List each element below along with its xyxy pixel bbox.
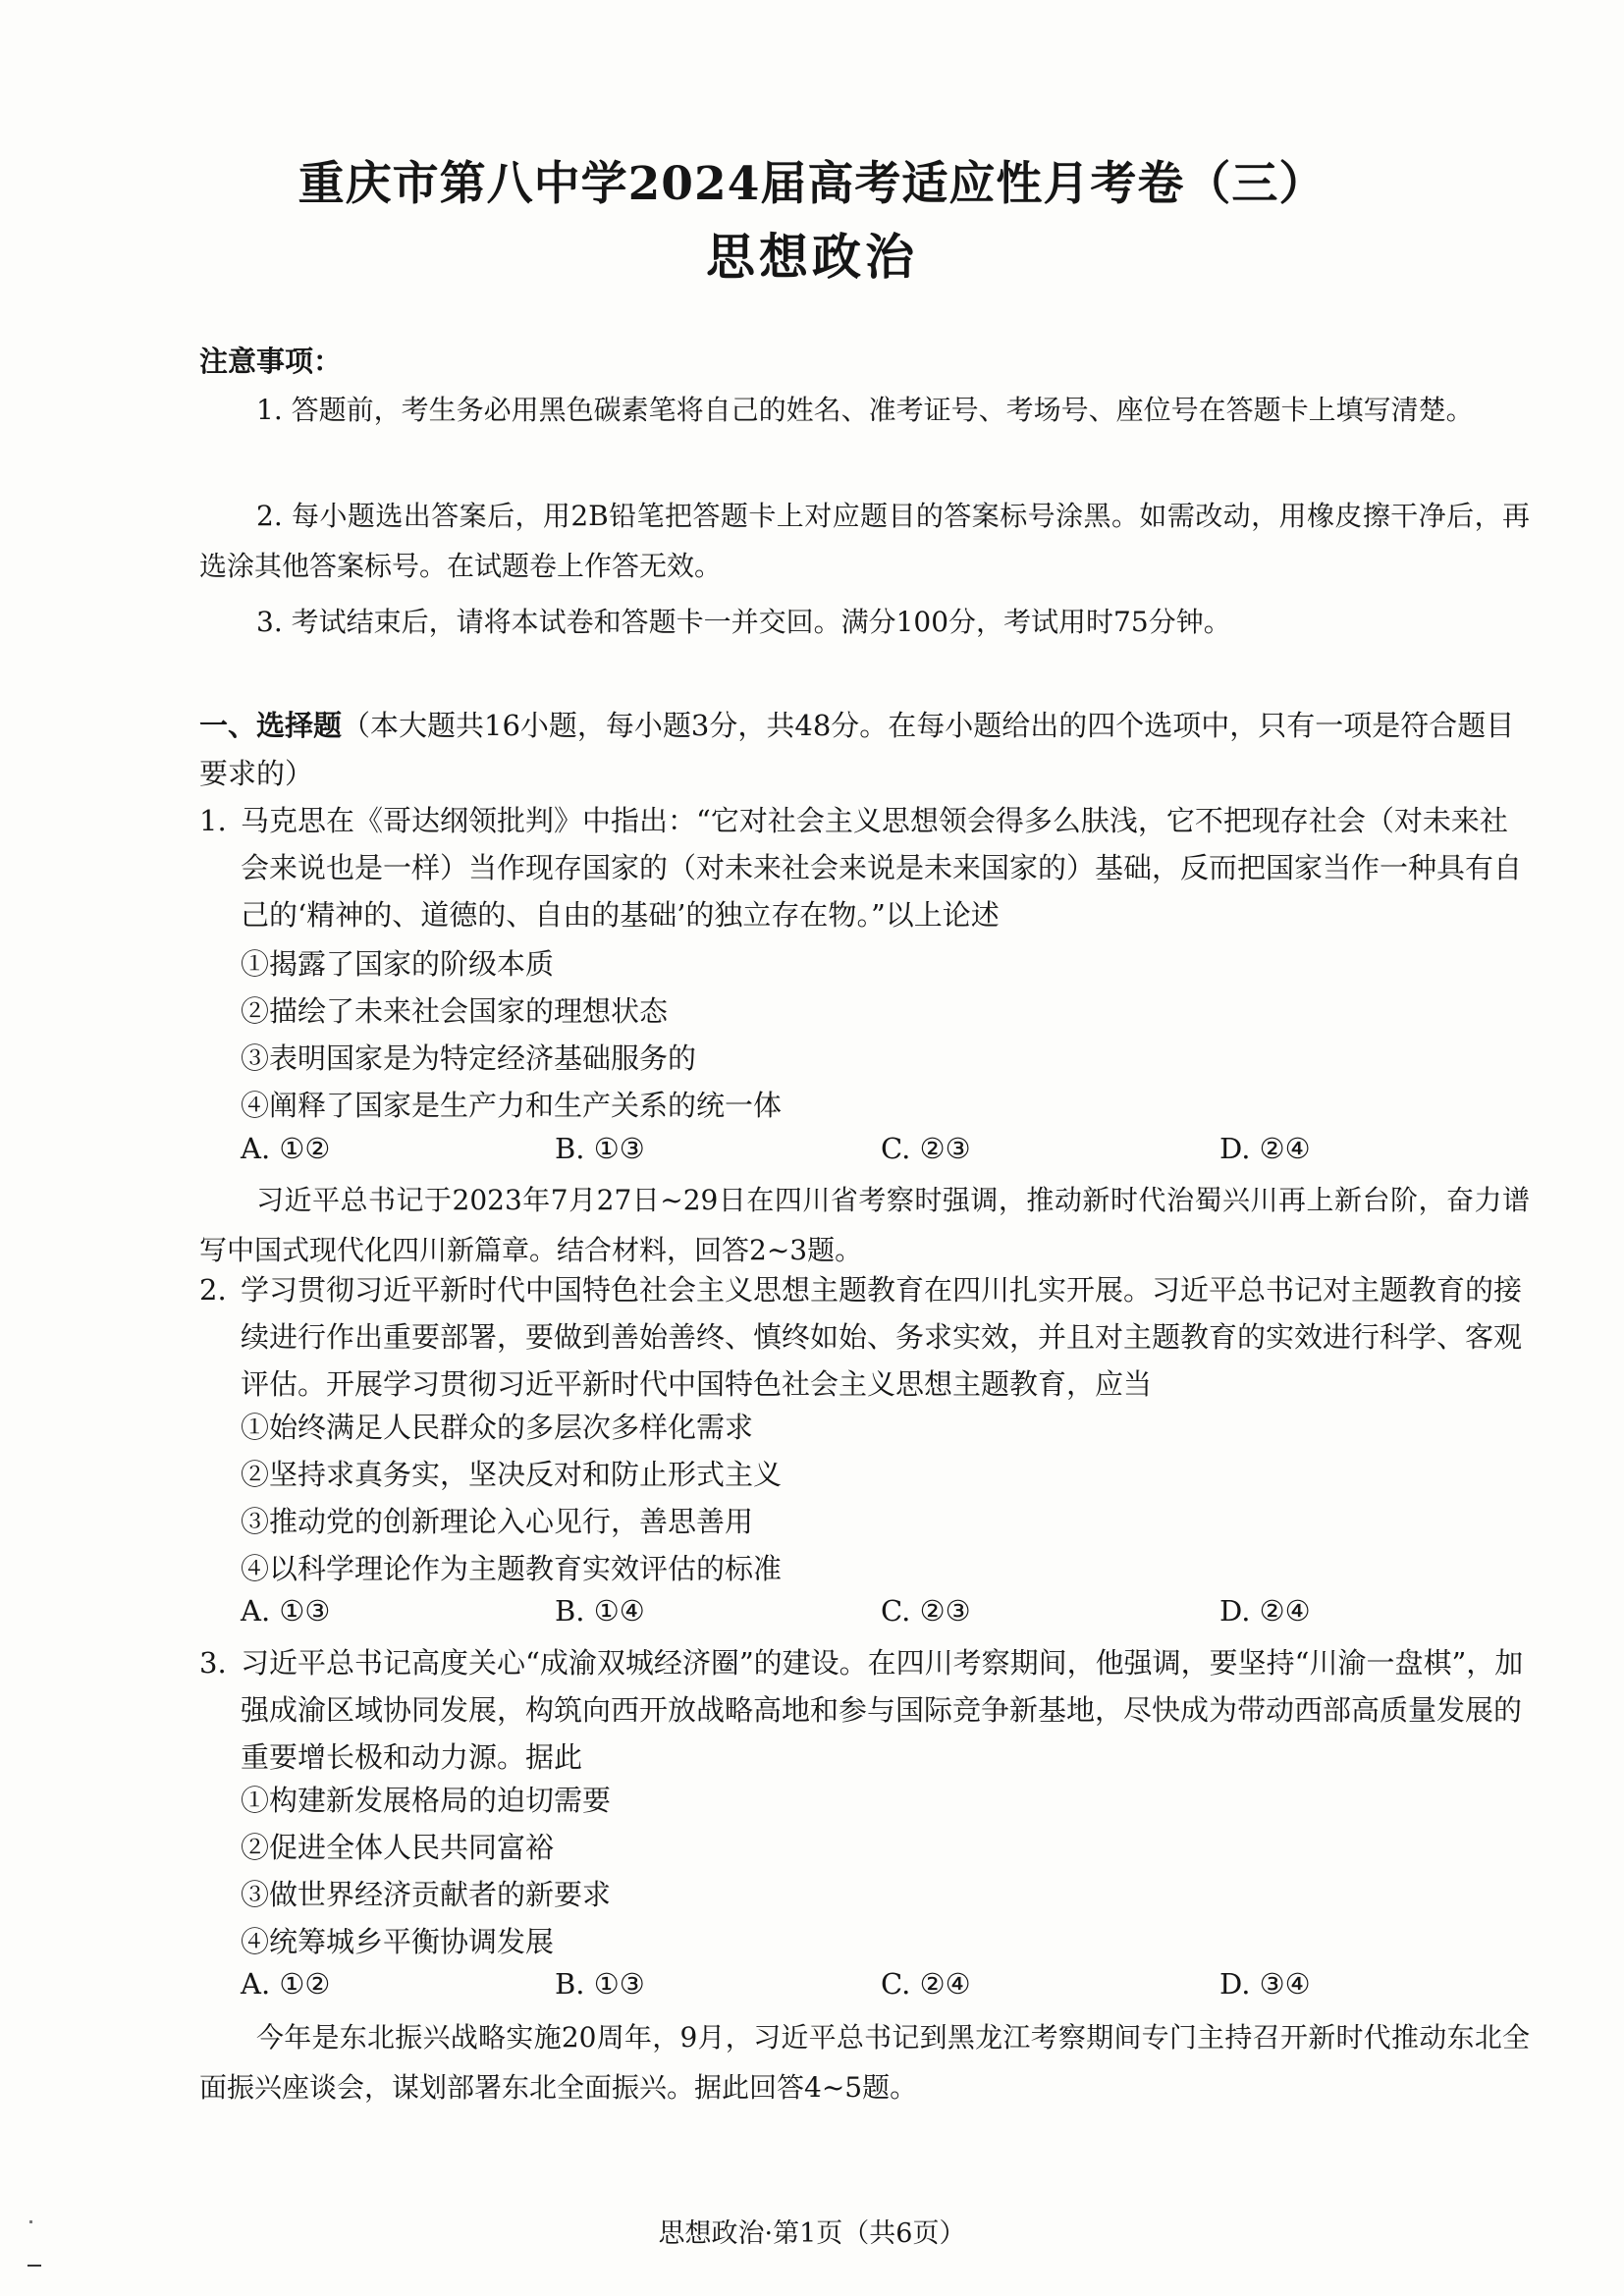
section-heading-block xyxy=(199,702,1530,798)
exam-title: 重庆市第八中学2024届高考适应性月考卷（三） xyxy=(298,157,1326,211)
q3-option-1: ①构建新发展格局的迫切需要 xyxy=(241,1784,612,1817)
q1-option-1: ①揭露了国家的阶级本质 xyxy=(241,947,555,981)
q3-option-4: ④统筹城乡平衡协调发展 xyxy=(241,1925,555,1958)
question-1-stem xyxy=(199,797,1530,938)
question-number: 2. xyxy=(199,1273,227,1307)
q1-choice-d: D. ②④ xyxy=(1219,1132,1311,1165)
q1-option-2: ②描绘了未来社会国家的理想状态 xyxy=(241,994,669,1028)
q3-choice-b: B. ①③ xyxy=(555,1967,645,2001)
question-number: 3. xyxy=(199,1646,227,1680)
subject-title: 思想政治 xyxy=(706,228,918,286)
q3-option-3: ③做世界经济贡献者的新要求 xyxy=(241,1878,612,1911)
q1-option-3: ③表明国家是为特定经济基础服务的 xyxy=(241,1041,697,1075)
q2-choice-c: C. ②③ xyxy=(881,1594,971,1628)
question-3-stem xyxy=(199,1639,1530,1781)
section-description: （本大题共16小题，每小题3分，共48分。在每小题给出的四个选项中，只有一项是符合题目要求的） xyxy=(199,709,1515,790)
q2-option-4: ④以科学理论作为主题教育实效评估的标准 xyxy=(241,1552,783,1585)
q2-choice-a: A. ①③ xyxy=(241,1594,331,1628)
note-item-3: 3. 考试结束后，请将本试卷和答题卡一并交回。满分100分，考试用时75分钟。 xyxy=(256,606,1231,638)
q1-choice-b: B. ①③ xyxy=(555,1132,645,1165)
q3-option-2: ②促进全体人民共同富裕 xyxy=(241,1831,555,1864)
section-heading: 一、选择题 xyxy=(199,709,343,742)
question-text: 马克思在《哥达纲领批判》中指出：“它对社会主义思想领会得多么肤浅，它不把现存社会（对未来社会来说也是一样）当作现存国家的（对未来社会来说是未来国家的）基础，反而把国家当作一种具有自己的‘精神的、道德的、自由的基础’的独立存在物。”以上论述 xyxy=(241,804,1523,932)
notes-heading: 注意事项： xyxy=(199,345,343,378)
note-item-2: 2. 每小题选出答案后，用2B铅笔把答题卡上对应题目的答案标号涂黑。如需改动，用橡皮擦干净后，再选涂其他答案标号。在试题卷上作答无效。 xyxy=(199,500,1530,582)
q3-choice-a: A. ①② xyxy=(241,1967,331,2001)
q1-option-4: ④阐释了国家是生产力和生产关系的统一体 xyxy=(241,1089,783,1122)
q2-option-1: ①始终满足人民群众的多层次多样化需求 xyxy=(241,1411,754,1444)
q2-choice-d: D. ②④ xyxy=(1219,1594,1311,1628)
question-2-stem xyxy=(199,1266,1530,1408)
page-footer: 思想政治·第1页（共6页） xyxy=(658,2218,966,2249)
question-text: 习近平总书记高度关心“成渝双城经济圈”的建设。在四川考察期间，他强调，要坚持“川渝一盘棋”，加强成渝区域协同发展，构筑向西开放战略高地和参与国际竞争新基地，尽快成为带动西部高质量发展的重要增长极和动力源。据此 xyxy=(241,1646,1524,1774)
question-text: 学习贯彻习近平新时代中国特色社会主义思想主题教育在四川扎实开展。习近平总书记对主题教育的接续进行作出重要部署，要做到善始善终、慎终如始、务求实效，并且对主题教育的实效进行科学、客观评估。开展学习贯彻习近平新时代中国特色社会主义思想主题教育，应当 xyxy=(241,1273,1523,1401)
material-passage-2: 今年是东北振兴战略实施20周年，9月，习近平总书记到黑龙江考察期间专门主持召开新时代推动东北全面振兴座谈会，谋划部署东北全面振兴。据此回答4~5题。 xyxy=(199,2021,1530,2104)
scan-mark xyxy=(29,2220,32,2223)
q1-choice-c: C. ②③ xyxy=(881,1132,971,1165)
scan-mark xyxy=(27,2265,41,2267)
q1-choice-a: A. ①② xyxy=(241,1132,331,1165)
q3-choice-c: C. ②④ xyxy=(881,1967,971,2001)
q2-option-3: ③推动党的创新理论入心见行，善思善用 xyxy=(241,1505,754,1538)
note-item-1: 1. 答题前，考生务必用黑色碳素笔将自己的姓名、准考证号、考场号、座位号在答题卡上填写清楚。 xyxy=(256,394,1474,426)
q2-choice-b: B. ①④ xyxy=(555,1594,645,1628)
material-passage-1: 习近平总书记于2023年7月27日~29日在四川省考察时强调，推动新时代治蜀兴川再上新台阶，奋力谱写中国式现代化四川新篇章。结合材料，回答2~3题。 xyxy=(199,1184,1530,1266)
q3-choice-d: D. ③④ xyxy=(1219,1967,1311,2001)
question-number: 1. xyxy=(199,804,227,837)
q2-option-2: ②坚持求真务实，坚决反对和防止形式主义 xyxy=(241,1458,783,1491)
